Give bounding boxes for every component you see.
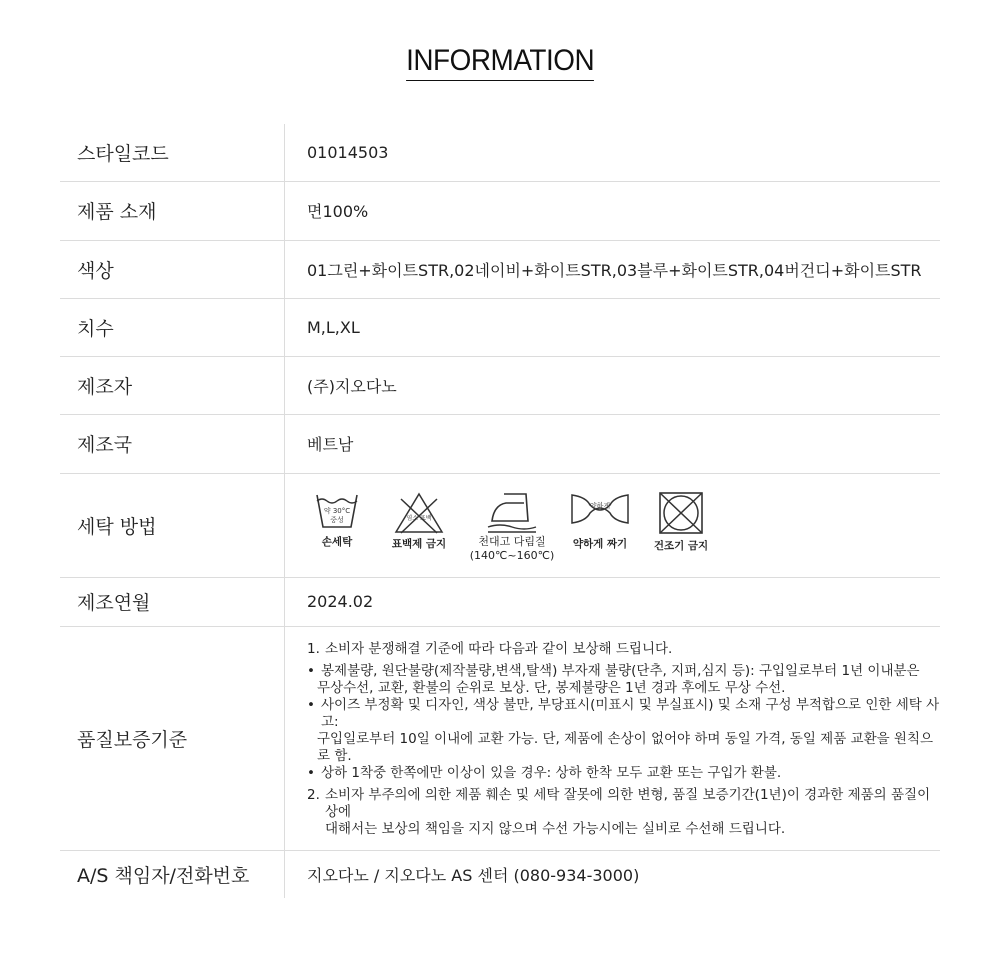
table-row-color — [60, 240, 940, 298]
row-value: 01014503 — [285, 124, 941, 181]
item-text-cont: 대해서는 보상의 책임을 지지 않으며 수선 가능시에는 실비로 수선해 드립니다. — [325, 820, 786, 837]
row-label: 제조국 — [60, 414, 285, 473]
bullet: • — [307, 764, 315, 781]
row-value: 01그린+화이트STR,02네이비+화이트STR,03블루+화이트STR,04버건디+화이트STR — [285, 240, 941, 298]
care-cell — [285, 473, 941, 577]
care-caption: 건조기 금지 — [653, 540, 709, 552]
care-caption: 손세탁 — [321, 536, 353, 548]
item-text: 상하 1착중 한쪽에만 이상이 있을 경우: 상하 한착 모두 교환 또는 구입가 환불. — [321, 764, 782, 781]
info-table — [60, 124, 940, 898]
care-wring — [565, 491, 635, 551]
row-label: 스타일코드 — [60, 124, 285, 181]
gentle-wring-icon — [570, 491, 630, 527]
hand-wash-detergent: 중성 — [330, 516, 344, 524]
list-item — [307, 641, 940, 658]
hand-wash-temp: 약 30°C — [323, 507, 351, 515]
row-label: 품질보증기준 — [60, 626, 285, 850]
row-value: 2024.02 — [285, 577, 941, 626]
row-value: 면100% — [285, 181, 941, 240]
row-label: A/S 책임자/전화번호 — [60, 850, 285, 898]
no-bleach-icon — [393, 491, 445, 535]
row-value: 베트남 — [285, 414, 941, 473]
row-label: 세탁 방법 — [60, 473, 285, 577]
care-symbols — [307, 487, 940, 563]
table-row-as — [60, 850, 940, 898]
item-number: 2. — [307, 786, 320, 803]
table-row-wash — [60, 473, 940, 577]
item-text-cont: 구입일로부터 10일 이내에 교환 가능. 단, 제품에 손상이 없어야 하며 동일 가격, 동일 제품 교환을 원칙으로 함. — [317, 730, 934, 764]
page-title: INFORMATION — [406, 44, 594, 81]
bullet: • — [307, 696, 315, 713]
table-row-country — [60, 414, 940, 473]
table-row-material — [60, 181, 940, 240]
list-item — [307, 787, 940, 821]
table-row-manufacturer — [60, 356, 940, 414]
quality-cell — [285, 626, 941, 850]
wring-text: 약하게 — [589, 502, 611, 510]
list-item — [307, 765, 940, 782]
row-label: 치수 — [60, 298, 285, 356]
list-item — [307, 663, 940, 680]
item-number: 1. — [307, 640, 320, 657]
care-caption: 약하게 짜기 — [572, 538, 628, 550]
item-text: 사이즈 부정확 및 디자인, 색상 불만, 부당표시(미표시 및 부실표시) 및 소재 구성 부적합으로 인한 세탁 사고: — [321, 696, 940, 730]
table-row-quality — [60, 626, 940, 850]
table-row-style-code — [60, 124, 940, 181]
care-no-dry — [645, 491, 717, 553]
item-text: 소비자 부주의에 의한 제품 훼손 및 세탁 잘못에 의한 변형, 품질 보증기간(1년)이 경과한 제품의 품질이상에 — [325, 786, 931, 820]
care-caption-temp: (140℃~160℃) — [469, 549, 555, 562]
item-text: 봉제불량, 원단불량(제작불량,변색,탈색) 부자재 불량(단추, 지퍼,심지 등): 구입일로부터 1년 이내분은 — [321, 662, 920, 679]
item-text: 소비자 분쟁해결 기준에 따라 다음과 같이 보상해 드립니다. — [325, 640, 673, 657]
row-value: M,L,XL — [285, 298, 941, 356]
iron-cloth-icon — [486, 491, 538, 535]
list-item — [307, 697, 940, 731]
row-label: 제조자 — [60, 356, 285, 414]
no-tumble-dry-icon — [658, 491, 704, 535]
item-text-cont: 무상수선, 교환, 환불의 순위로 보상. 단, 봉제불량은 1년 경과 후에도 무상 수선. — [317, 679, 786, 696]
row-label: 색상 — [60, 240, 285, 298]
quality-text — [307, 627, 940, 850]
row-value: (주)지오다노 — [285, 356, 941, 414]
table-row-size — [60, 298, 940, 356]
hand-wash-icon — [314, 491, 360, 529]
care-caption: 표백제 금지 — [391, 538, 447, 550]
title-area — [0, 0, 1000, 80]
no-bleach-text: 염소 표백 — [406, 515, 432, 522]
row-label: 제조연월 — [60, 577, 285, 626]
row-label: 제품 소재 — [60, 181, 285, 240]
care-caption: 천대고 다림질 — [478, 535, 546, 548]
bullet: • — [307, 662, 315, 679]
care-iron — [467, 491, 557, 563]
row-value: 지오다노 / 지오다노 AS 센터 (080-934-3000) — [307, 865, 640, 885]
care-no-bleach — [379, 491, 459, 551]
care-hand-wash — [307, 491, 367, 549]
table-row-date — [60, 577, 940, 626]
